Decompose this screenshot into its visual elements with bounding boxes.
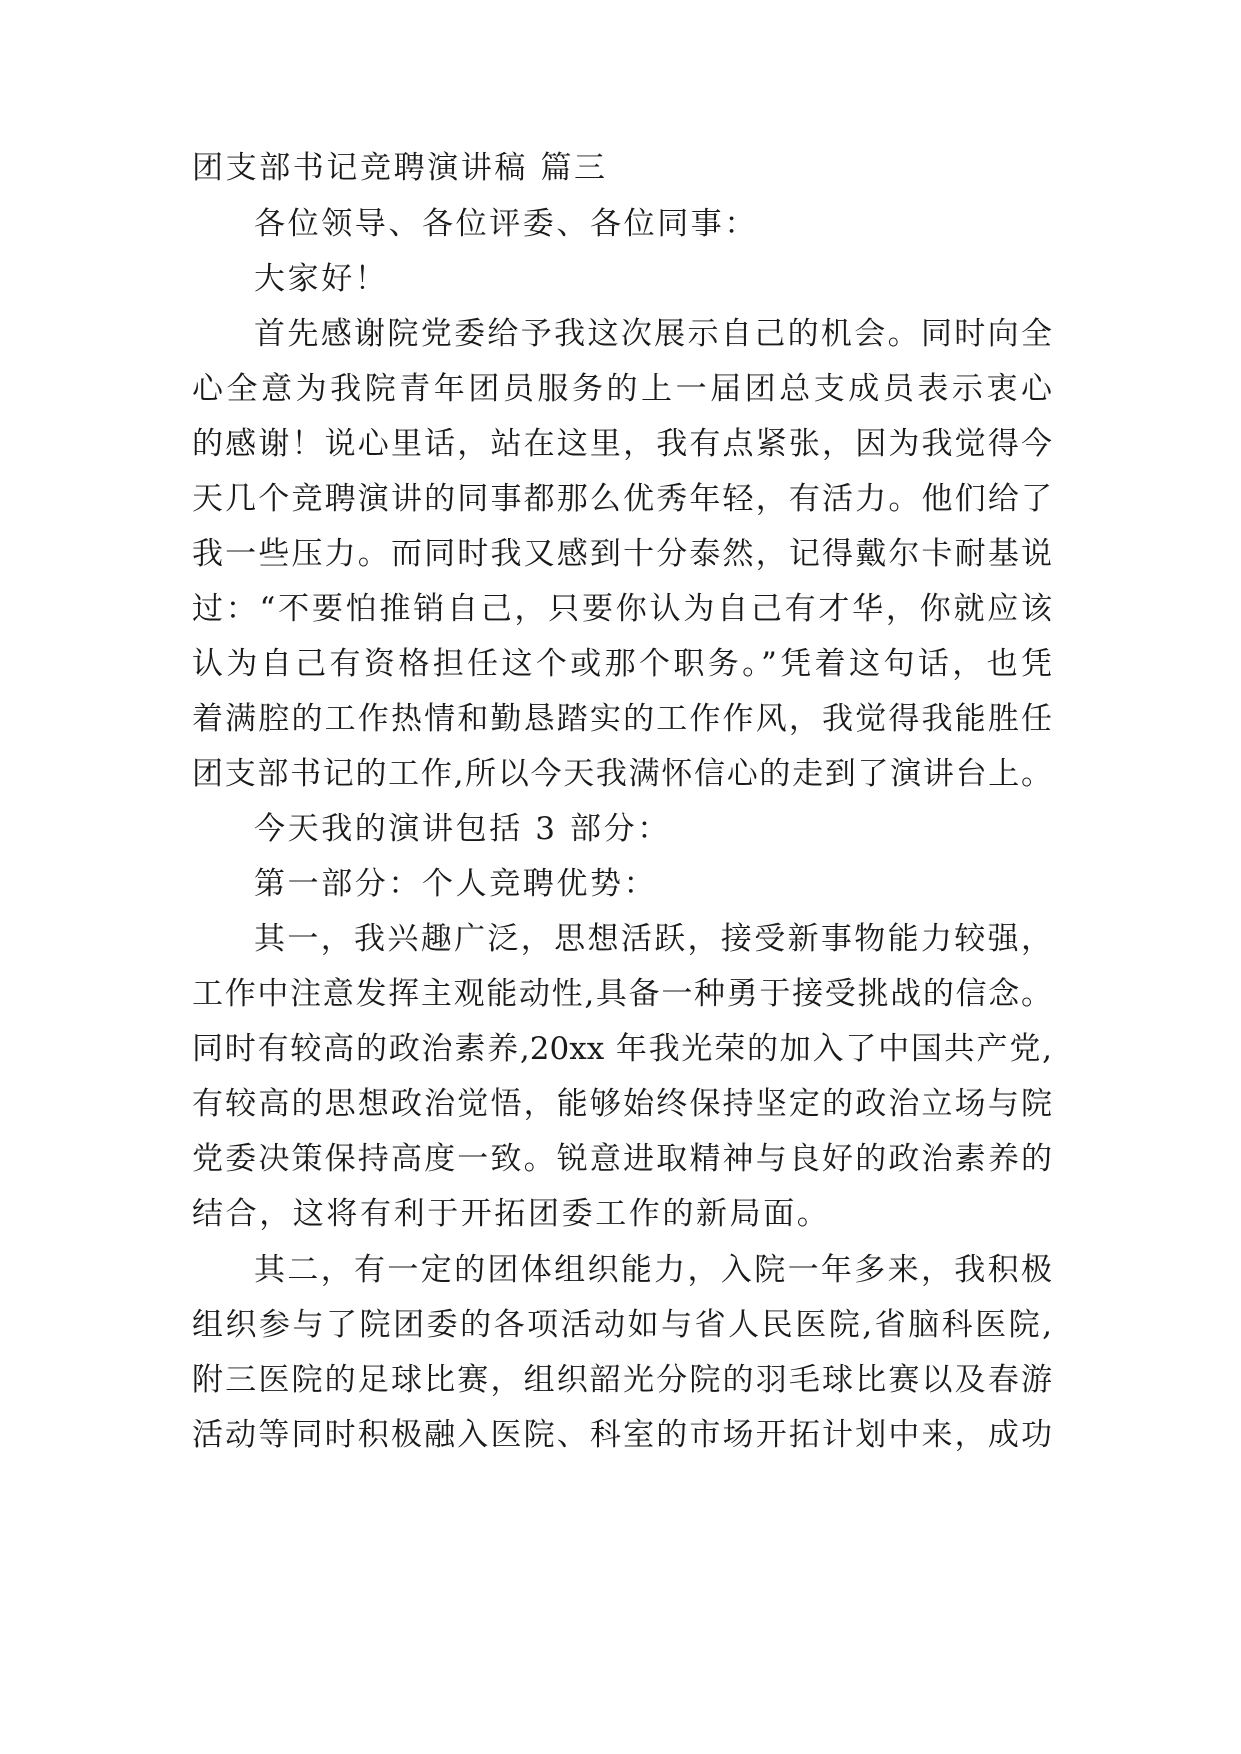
section-heading: 第一部分：个人竞聘优势： bbox=[254, 866, 658, 902]
section-intro: 今天我的演讲包括 3 部分： bbox=[254, 811, 671, 847]
paragraph-line: 同时有较高的政治素养,20xx 年我光荣的加入了中国共产党, bbox=[192, 1031, 1052, 1067]
paragraph-line: 团支部书记的工作,所以今天我满怀信心的走到了演讲台上。 bbox=[192, 756, 1052, 792]
paragraph-line: 我一些压力。而同时我又感到十分泰然，记得戴尔卡耐基说 bbox=[192, 536, 1052, 572]
paragraph-line: 有较高的思想政治觉悟，能够始终保持坚定的政治立场与院 bbox=[192, 1086, 1052, 1122]
document-title: 团支部书记竞聘演讲稿 篇三 bbox=[192, 150, 608, 186]
paragraph-line: 天几个竞聘演讲的同事都那么优秀年轻，有活力。他们给了 bbox=[192, 481, 1052, 517]
paragraph-line: 附三医院的足球比赛，组织韶光分院的羽毛球比赛以及春游 bbox=[192, 1362, 1052, 1398]
paragraph-line: 组织参与了院团委的各项活动如与省人民医院,省脑科医院, bbox=[192, 1307, 1052, 1343]
paragraph-line: 的感谢！说心里话，站在这里，我有点紧张，因为我觉得今 bbox=[192, 426, 1052, 462]
paragraph-line: 过：“不要怕推销自己，只要你认为自己有才华，你就应该 bbox=[192, 591, 1052, 627]
greeting: 大家好！ bbox=[254, 261, 389, 297]
paragraph-line: 工作中注意发挥主观能动性,具备一种勇于接受挑战的信念。 bbox=[192, 976, 1052, 1012]
paragraph-line: 心全意为我院青年团员服务的上一届团总支成员表示衷心 bbox=[192, 371, 1052, 407]
paragraph-line: 党委决策保持高度一致。锐意进取精神与良好的政治素养的 bbox=[192, 1141, 1052, 1177]
paragraph-line: 其二，有一定的团体组织能力，入院一年多来，我积极 bbox=[254, 1252, 1052, 1288]
paragraph-line: 其一，我兴趣广泛，思想活跃，接受新事物能力较强， bbox=[254, 921, 1052, 957]
paragraph-line: 结合，这将有利于开拓团委工作的新局面。 bbox=[192, 1196, 831, 1232]
salutation: 各位领导、各位评委、各位同事： bbox=[254, 206, 758, 242]
paragraph-line: 首先感谢院党委给予我这次展示自己的机会。同时向全 bbox=[254, 316, 1052, 352]
paragraph-line: 活动等同时积极融入医院、科室的市场开拓计划中来，成功 bbox=[192, 1417, 1052, 1453]
paragraph-line: 认为自己有资格担任这个或那个职务。”凭着这句话，也凭 bbox=[192, 646, 1052, 682]
paragraph-line: 着满腔的工作热情和勤恳踏实的工作作风，我觉得我能胜任 bbox=[192, 701, 1052, 737]
